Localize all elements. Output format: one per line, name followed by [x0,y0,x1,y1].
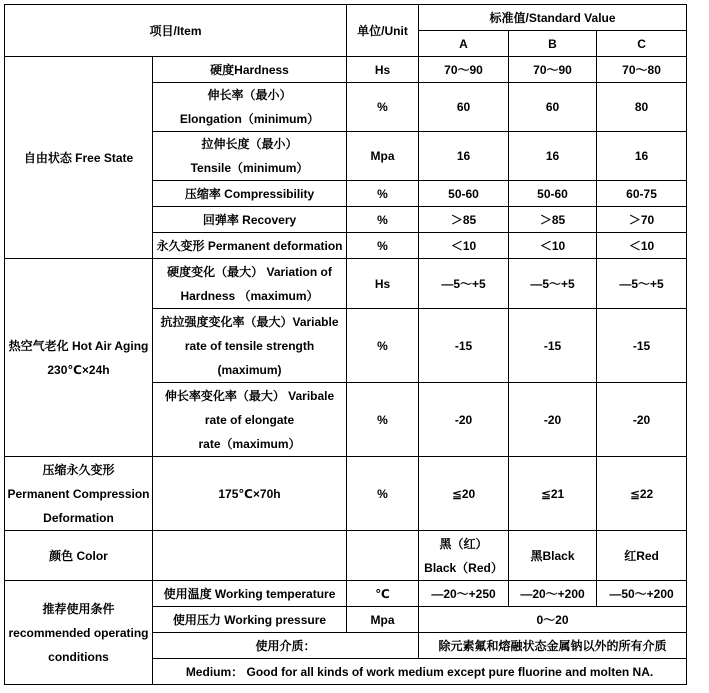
value-c: —5～+5 [597,259,687,309]
value-c: —50～+200 [597,581,687,607]
table-row [5,57,687,83]
value-a: 黑（红） Black（Red） [419,531,509,581]
unit-cell: % [347,181,419,207]
value-c: 60-75 [597,181,687,207]
value-a: —5～+5 [419,259,509,309]
spec-table [4,4,687,685]
value-c: -20 [597,383,687,457]
unit-cell: Mpa [347,132,419,181]
group-hot-air-aging: 热空气老化 Hot Air Aging 230℃×24h [5,259,153,457]
unit-cell: Hs [347,259,419,309]
value-c: ≦22 [597,457,687,531]
unit-cell: ℃ [347,581,419,607]
unit-cell: Hs [347,57,419,83]
property-label: 硬度变化（最大） Variation of Hardness （maximum） [153,259,347,309]
unit-cell: % [347,309,419,383]
property-label: 伸长率（最小） Elongation（minimum） [153,83,347,132]
table-row [5,259,687,309]
value-b: 50-60 [509,181,597,207]
medium-label: 使用介质： [153,633,419,659]
property-label: 压缩率 Compressibility [153,181,347,207]
value-c: 红Red [597,531,687,581]
spec-table-wrapper [4,4,687,685]
property-label: 抗拉强度变化率（最大）Variable rate of tensile strength (maximum) [153,309,347,383]
group-compression-set: 压缩永久变形 Permanent Compression Deformation [5,457,153,531]
value-c: -15 [597,309,687,383]
value-b: -15 [509,309,597,383]
working-pressure-label: 使用压力 Working pressure [153,607,347,633]
test-condition: 175℃×70h [153,457,347,531]
color-label: 颜色 Color [5,531,153,581]
header-col-a: A [419,31,509,57]
value-a: —20～+250 [419,581,509,607]
empty-cell [347,531,419,581]
value-a: 60 [419,83,509,132]
value-a: 16 [419,132,509,181]
value-c: 70～80 [597,57,687,83]
value-a: -15 [419,309,509,383]
value-c: ＞70 [597,207,687,233]
value-b: —20～+200 [509,581,597,607]
table-row [5,531,687,581]
unit-cell: % [347,233,419,259]
working-temperature-label: 使用温度 Working temperature [153,581,347,607]
property-label: 永久变形 Permanent deformation [153,233,347,259]
table-row [5,581,687,607]
value-b: 16 [509,132,597,181]
header-col-c: C [597,31,687,57]
value-a: -20 [419,383,509,457]
medium-english: Medium： Good for all kinds of work medium except pure fluorine and molten NA. [153,659,687,685]
header-col-b: B [509,31,597,57]
header-standard: 标准值/Standard Value [419,5,687,31]
header-row [5,5,687,31]
value-a: 50-60 [419,181,509,207]
table-row [5,457,687,531]
value-a: ＞85 [419,207,509,233]
empty-cell [153,531,347,581]
property-label: 拉伸长度（最小） Tensile（minimum） [153,132,347,181]
value-b: ≦21 [509,457,597,531]
value-b: ＞85 [509,207,597,233]
property-label: 硬度Hardness [153,57,347,83]
unit-cell: % [347,83,419,132]
unit-cell: % [347,383,419,457]
medium-value: 除元素氟和熔融状态金属钠以外的所有介质 [419,633,687,659]
property-label: 回弹率 Recovery [153,207,347,233]
value-b: 70～90 [509,57,597,83]
value-b: ＜10 [509,233,597,259]
header-unit: 单位/Unit [347,5,419,57]
value-c: 80 [597,83,687,132]
value-c: 16 [597,132,687,181]
group-recommended-conditions: 推荐使用条件 recommended operating conditions [5,581,153,685]
property-label: 伸长率变化率（最大） Varibale rate of elongate rate（maximum） [153,383,347,457]
unit-cell: % [347,207,419,233]
value-b: 60 [509,83,597,132]
header-item: 项目/Item [5,5,347,57]
value-b: —5～+5 [509,259,597,309]
unit-cell: % [347,457,419,531]
value-c: ＜10 [597,233,687,259]
value-a: 70～90 [419,57,509,83]
value-a: ≦20 [419,457,509,531]
group-free-state: 自由状态 Free State [5,57,153,259]
value-a: ＜10 [419,233,509,259]
value-b: 黑Black [509,531,597,581]
working-pressure-value: 0～20 [419,607,687,633]
value-b: -20 [509,383,597,457]
unit-cell: Mpa [347,607,419,633]
